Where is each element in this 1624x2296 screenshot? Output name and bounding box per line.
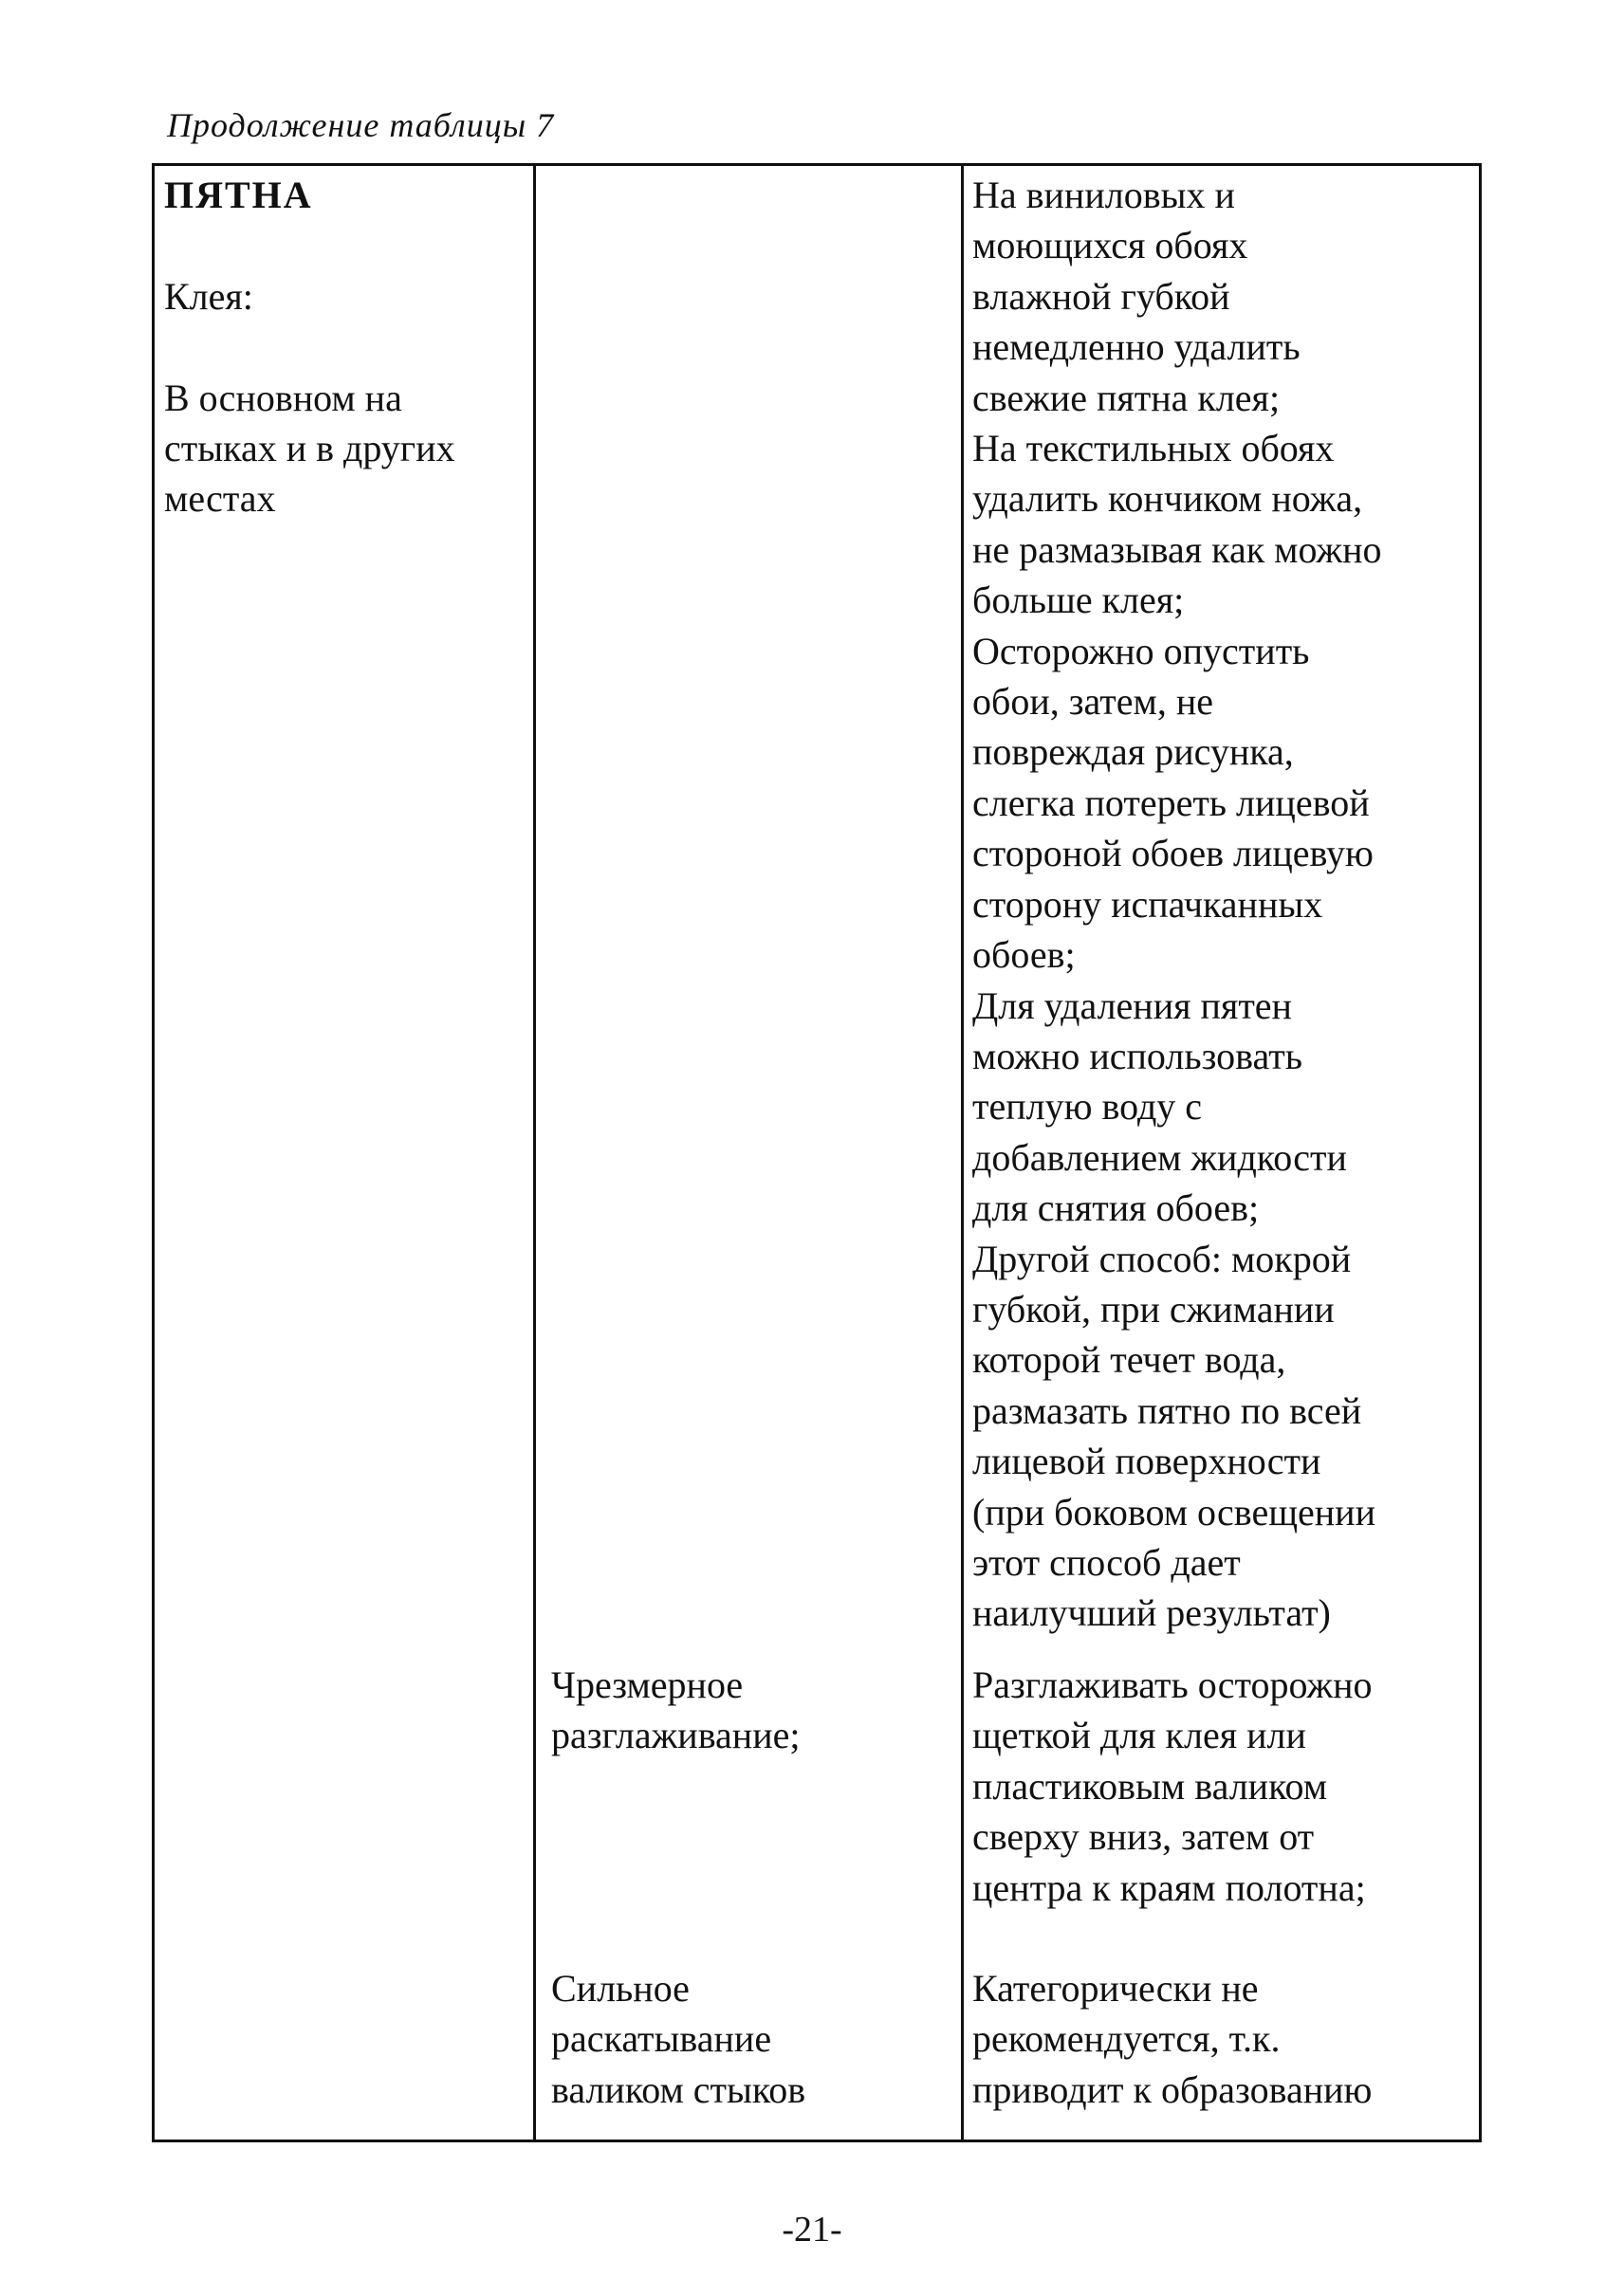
remedy-line: этот способ дает <box>972 1540 1241 1584</box>
remedy-line: влажной губкой <box>972 274 1230 318</box>
defect-heading: ПЯТНА <box>164 174 313 216</box>
remedy-line: рекомендуется, т.к. <box>972 2017 1281 2061</box>
remedy-line: размазать пятно по всей <box>972 1388 1362 1432</box>
cause-line: раскатывание <box>551 2017 772 2061</box>
remedy-line: губкой, при сжимании <box>972 1287 1335 1331</box>
column-divider <box>961 166 964 2140</box>
continuation-table <box>152 163 1482 2142</box>
location-line: стыках и в других <box>164 427 455 469</box>
remedy-line: приводит к образованию <box>972 2067 1373 2111</box>
cause-line: Чрезмерное <box>551 1663 744 1706</box>
remedy-line: На виниловых и <box>972 174 1235 216</box>
location-line: местах <box>164 477 276 521</box>
remedy-line: слегка потереть лицевой <box>972 781 1370 824</box>
remedy-line: немедленно удалить <box>972 325 1301 369</box>
remedy-line: обои, затем, не <box>972 680 1213 724</box>
remedy-line: добавлением жидкости <box>972 1135 1347 1179</box>
remedy-line: которой течет вода, <box>972 1338 1286 1382</box>
location-line: В основном на <box>164 376 402 419</box>
remedy-line: повреждая рисунка, <box>972 730 1294 774</box>
remedy-line: не размазывая как можно <box>972 527 1382 571</box>
remedy-line: Разглаживать осторожно <box>972 1663 1373 1706</box>
remedy-line: сверху вниз, затем от <box>972 1815 1315 1859</box>
remedy-line: больше клея; <box>972 579 1185 622</box>
remedy-line: можно использовать <box>972 1034 1302 1077</box>
cause-cell <box>551 1660 950 1761</box>
remedy-line: моющихся обоях <box>972 224 1248 267</box>
remedy-line: Осторожно опустить <box>972 629 1310 672</box>
table-caption: Продолжение таблицы 7 <box>167 106 555 144</box>
remedy-line: стороной обоев лицевую <box>972 832 1374 875</box>
spacer <box>164 220 525 270</box>
page-number: -21- <box>782 2210 842 2250</box>
remedy-line: для снятия обоев; <box>972 1186 1260 1230</box>
remedy-line: пластиковым валиком <box>972 1764 1328 1808</box>
remedy-line: свежие пятна клея; <box>972 376 1281 419</box>
column-divider <box>533 166 536 2140</box>
remedy-line: На текстильных обоях <box>972 427 1335 470</box>
defect-cell <box>164 170 525 524</box>
remedy-line: удалить кончиком ножа, <box>972 477 1363 521</box>
remedy-cell <box>972 1660 1481 1913</box>
remedy-line: центра к краям полотна; <box>972 1865 1366 1909</box>
cause-line: разглаживание; <box>551 1714 801 1757</box>
remedy-cell <box>972 1963 1481 2115</box>
defect-subheading: Клея: <box>164 274 253 318</box>
remedy-line: Для удаления пятен <box>972 983 1292 1027</box>
remedy-line: обоев; <box>972 933 1076 977</box>
remedy-line: (при боковом освещении <box>972 1490 1375 1534</box>
remedy-cell <box>972 170 1481 1639</box>
remedy-line: Другой способ: мокрой <box>972 1237 1352 1280</box>
remedy-line: щеткой для клея или <box>972 1714 1306 1757</box>
remedy-line: лицевой поверхности <box>972 1440 1321 1483</box>
cause-line: валиком стыков <box>551 2067 806 2111</box>
remedy-line: сторону испачканных <box>972 882 1323 926</box>
remedy-line: наилучший результат) <box>972 1591 1331 1635</box>
cause-cell <box>551 1963 950 2115</box>
spacer <box>164 321 525 372</box>
remedy-line: теплую воду с <box>972 1085 1203 1129</box>
cause-line: Сильное <box>551 1967 690 2010</box>
remedy-line: Категорически не <box>972 1967 1259 2010</box>
